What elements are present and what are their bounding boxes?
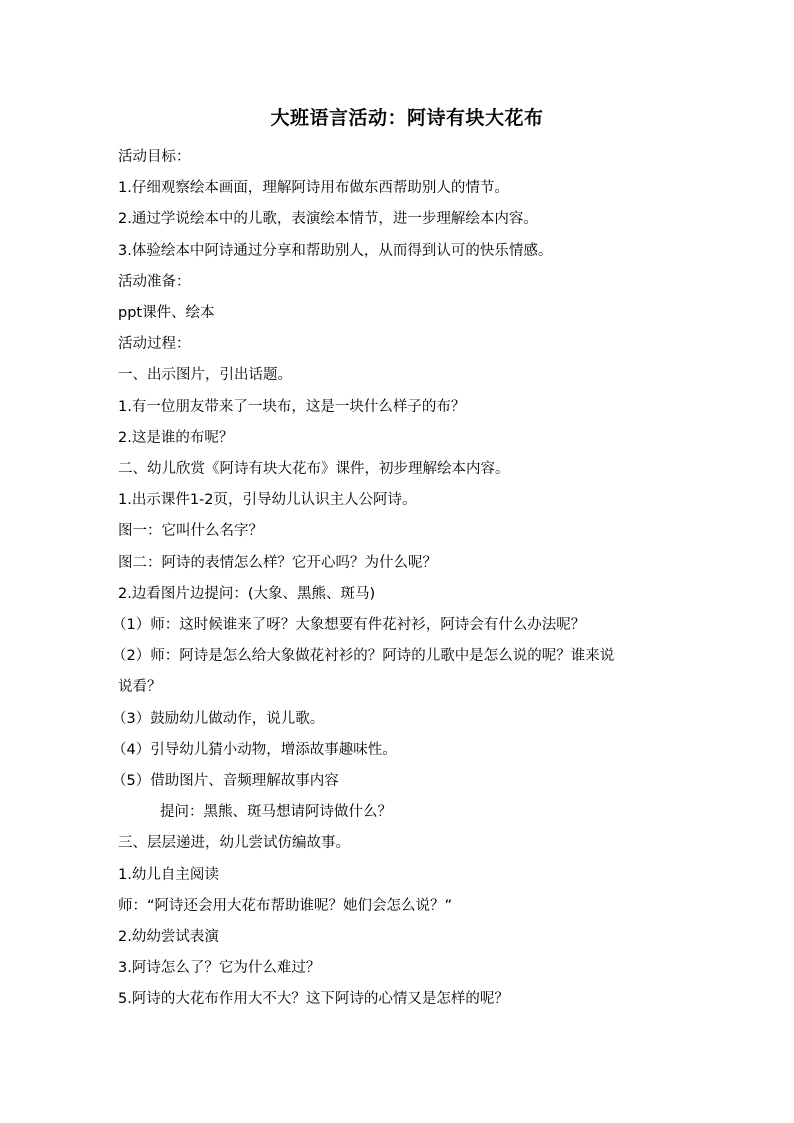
process-subitem: （3）鼓励幼儿做动作，说儿歌。: [112, 710, 325, 727]
process-item: 1.有一位朋友带来了一块布，这是一块什么样子的布？: [118, 398, 466, 415]
process-question: 提问：黑熊、斑马想请阿诗做什么？: [160, 804, 392, 821]
process-subitem-continued: 说看？: [118, 679, 162, 696]
process-subitem: （1）师：这时候谁来了呀？大象想要有件花衬衫，阿诗会有什么办法呢？: [112, 617, 586, 634]
goal-item: 2.通过学说绘本中的儿歌，表演绘本情节，进一步理解绘本内容。: [118, 211, 538, 228]
process-item: 1.幼儿自主阅读: [118, 866, 219, 883]
goal-item: 3.体验绘本中阿诗通过分享和帮助别人，从而得到认可的快乐情感。: [118, 242, 553, 259]
section-heading-preparation: 活动准备：: [118, 273, 191, 290]
process-item: 图二：阿诗的表情怎么样？它开心吗？为什么呢？: [118, 554, 437, 571]
process-step-heading: 一、出示图片，引出话题。: [118, 367, 292, 384]
process-item: 1.出示课件1-2页，引导幼儿认识主人公阿诗。: [118, 492, 417, 509]
preparation-text: ppt课件、绘本: [118, 305, 215, 322]
process-item: 师：“阿诗还会用大花布帮助谁呢？她们会怎么说？”: [118, 897, 453, 914]
document-title: 大班语言活动：阿诗有块大花布: [270, 107, 544, 129]
process-item: 2.幼幼尝试表演: [118, 929, 219, 946]
process-subitem: （2）师：阿诗是怎么给大象做花衬衫的？阿诗的儿歌中是怎么说的呢？谁来说: [112, 648, 615, 665]
process-item: 2.边看图片边提问：(大象、黑熊、斑马): [118, 585, 376, 602]
section-heading-goals: 活动目标：: [118, 149, 191, 165]
process-item: 图一：它叫什么名字？: [118, 523, 263, 540]
process-item: 5.阿诗的大花布作用大不大？这下阿诗的心情又是怎样的呢？: [118, 991, 509, 1008]
process-subitem: （4）引导幼儿猜小动物，增添故事趣味性。: [112, 741, 397, 758]
process-step-heading: 二、幼儿欣赏《阿诗有块大花布》课件，初步理解绘本内容。: [118, 461, 510, 478]
document-body: [112, 142, 688, 1016]
process-item: 3.阿诗怎么了？它为什么难过？: [118, 960, 321, 977]
goal-item: 1.仔细观察绘本画面，理解阿诗用布做东西帮助别人的情节。: [118, 180, 509, 197]
section-heading-process: 活动过程：: [118, 336, 191, 353]
process-item: 2.这是谁的布呢？: [118, 429, 234, 446]
process-subitem: （5）借助图片、音频理解故事内容: [112, 773, 339, 790]
process-step-heading: 三、层层递进，幼儿尝试仿编故事。: [118, 835, 350, 852]
